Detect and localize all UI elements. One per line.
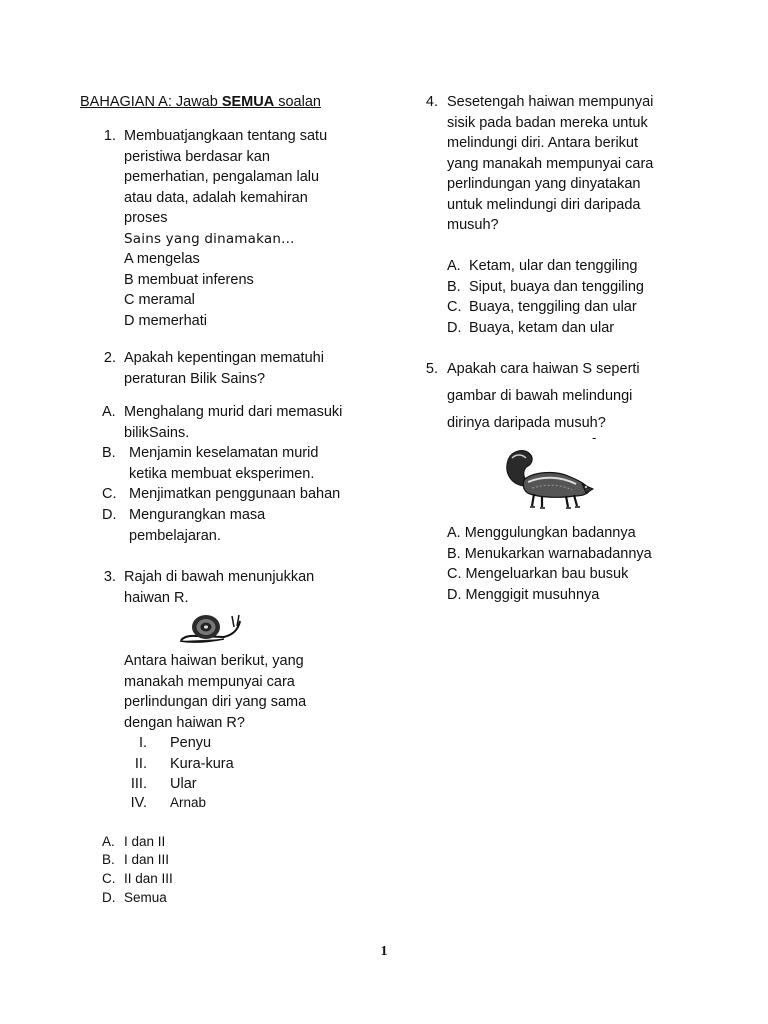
q4-option-a-letter: A. [447, 258, 461, 274]
q3-option-a-letter: A. [102, 834, 115, 849]
item-ii-text: Kura-kura [170, 756, 234, 772]
question-5-line-1: Apakah cara haiwan S seperti [447, 361, 640, 377]
question-3-text: Rajah di bawah menunjukkan haiwan R. [124, 569, 315, 606]
q5-option-d: D. Menggigit musuhnya [447, 586, 600, 603]
option-a: A mengelas [124, 251, 200, 267]
question-1-text: Membuatjangkaan tentang satu peristiwa berdasar kan pemerhatian, pengalaman lalu atau data, adalah kemahiran proses Sains yang dinamakan... [124, 128, 328, 247]
q2-option-d-letter: D. [102, 507, 117, 523]
q3-option-b-text: I dan III [124, 852, 170, 867]
item-iii-numeral: III. [130, 776, 147, 792]
option-b: B membuat inferens [124, 271, 254, 288]
q2-option-c-text: Menjimatkan penggunaan bahan [129, 486, 341, 502]
q4-option-d-letter: D. [447, 320, 462, 336]
question-2-text: Apakah kepentingan mematuhi peraturan Bilik Sains? [124, 350, 324, 387]
option-c: C meramal [124, 292, 195, 308]
q2-option-a-letter: A. [102, 404, 116, 420]
item-ii-numeral: II. [134, 756, 147, 772]
q3-option-d-text: Semua [124, 890, 167, 905]
page-number: 1 [380, 944, 388, 959]
q2-option-b-letter: B. [102, 445, 116, 461]
question-5-number: 5. [425, 361, 438, 377]
question-1-number: 1. [103, 128, 116, 144]
q3-option-c-letter: C. [102, 871, 116, 886]
question-5-options [447, 523, 652, 605]
section-header: BAHAGIAN A: Jawab SEMUA soalan [80, 94, 321, 110]
q2-option-c-letter: C. [102, 486, 117, 502]
snail-illustration [178, 610, 242, 644]
item-i-text: Penyu [170, 735, 212, 751]
item-i-numeral: I. [138, 735, 147, 751]
q4-option-d-text: Buaya, ketam dan ular [469, 320, 615, 336]
q2-option-d-text: Mengurangkan masa pembelajaran. [129, 507, 266, 544]
question-4-text: Sesetengah haiwan mempunyai sisik pada badan mereka untuk melindungi diri. Antara berikut yang manakah mempunyai cara perlindungan yang dinyatakan untuk melindungi diri daripada musuh? [447, 94, 654, 233]
q4-option-c-letter: C. [447, 299, 462, 315]
q3-option-c-text: II dan III [124, 871, 173, 886]
question-5-line-2: gambar di bawah melindungi [447, 388, 633, 404]
q3-option-d-letter: D. [102, 890, 116, 905]
skunk-illustration [502, 446, 594, 510]
q5-option-b: B. Menukarkan warnabadannya [447, 545, 652, 562]
item-iii-text: Ular [170, 776, 197, 792]
stray-dash: - [592, 430, 597, 445]
q5-option-a: A. Menggulungkan badannya [447, 525, 636, 541]
q2-option-b-text: Menjamin keselamatan murid ketika membuat eksperimen. [129, 445, 319, 482]
option-d: D memerhati [124, 312, 207, 329]
q2-option-a-text: Menghalang murid dari memasuki bilikSains. [124, 404, 343, 441]
q4-option-b-letter: B. [447, 279, 461, 295]
question-2-number: 2. [103, 350, 116, 366]
q3-option-b-letter: B. [102, 852, 115, 867]
item-iv-numeral: IV. [130, 795, 147, 811]
question-3-prompt: Antara haiwan berikut, yang manakah mempunyai cara perlindungan diri yang sama dengan haiwan R? [124, 653, 307, 731]
q3-option-a-text: I dan II [124, 834, 166, 849]
question-4-number: 4. [425, 94, 438, 110]
item-iv-text: Arnab [170, 795, 207, 810]
question-1-options [124, 249, 254, 331]
q4-option-c-text: Buaya, tenggiling dan ular [469, 299, 637, 315]
q4-option-b-text: Siput, buaya dan tenggiling [469, 279, 644, 295]
question-3-number: 3. [103, 569, 116, 585]
q4-option-a-text: Ketam, ular dan tenggiling [469, 258, 638, 274]
q5-option-c: C. Mengeluarkan bau busuk [447, 566, 629, 582]
question-5-line-3: dirinya daripada musuh? [447, 415, 606, 431]
